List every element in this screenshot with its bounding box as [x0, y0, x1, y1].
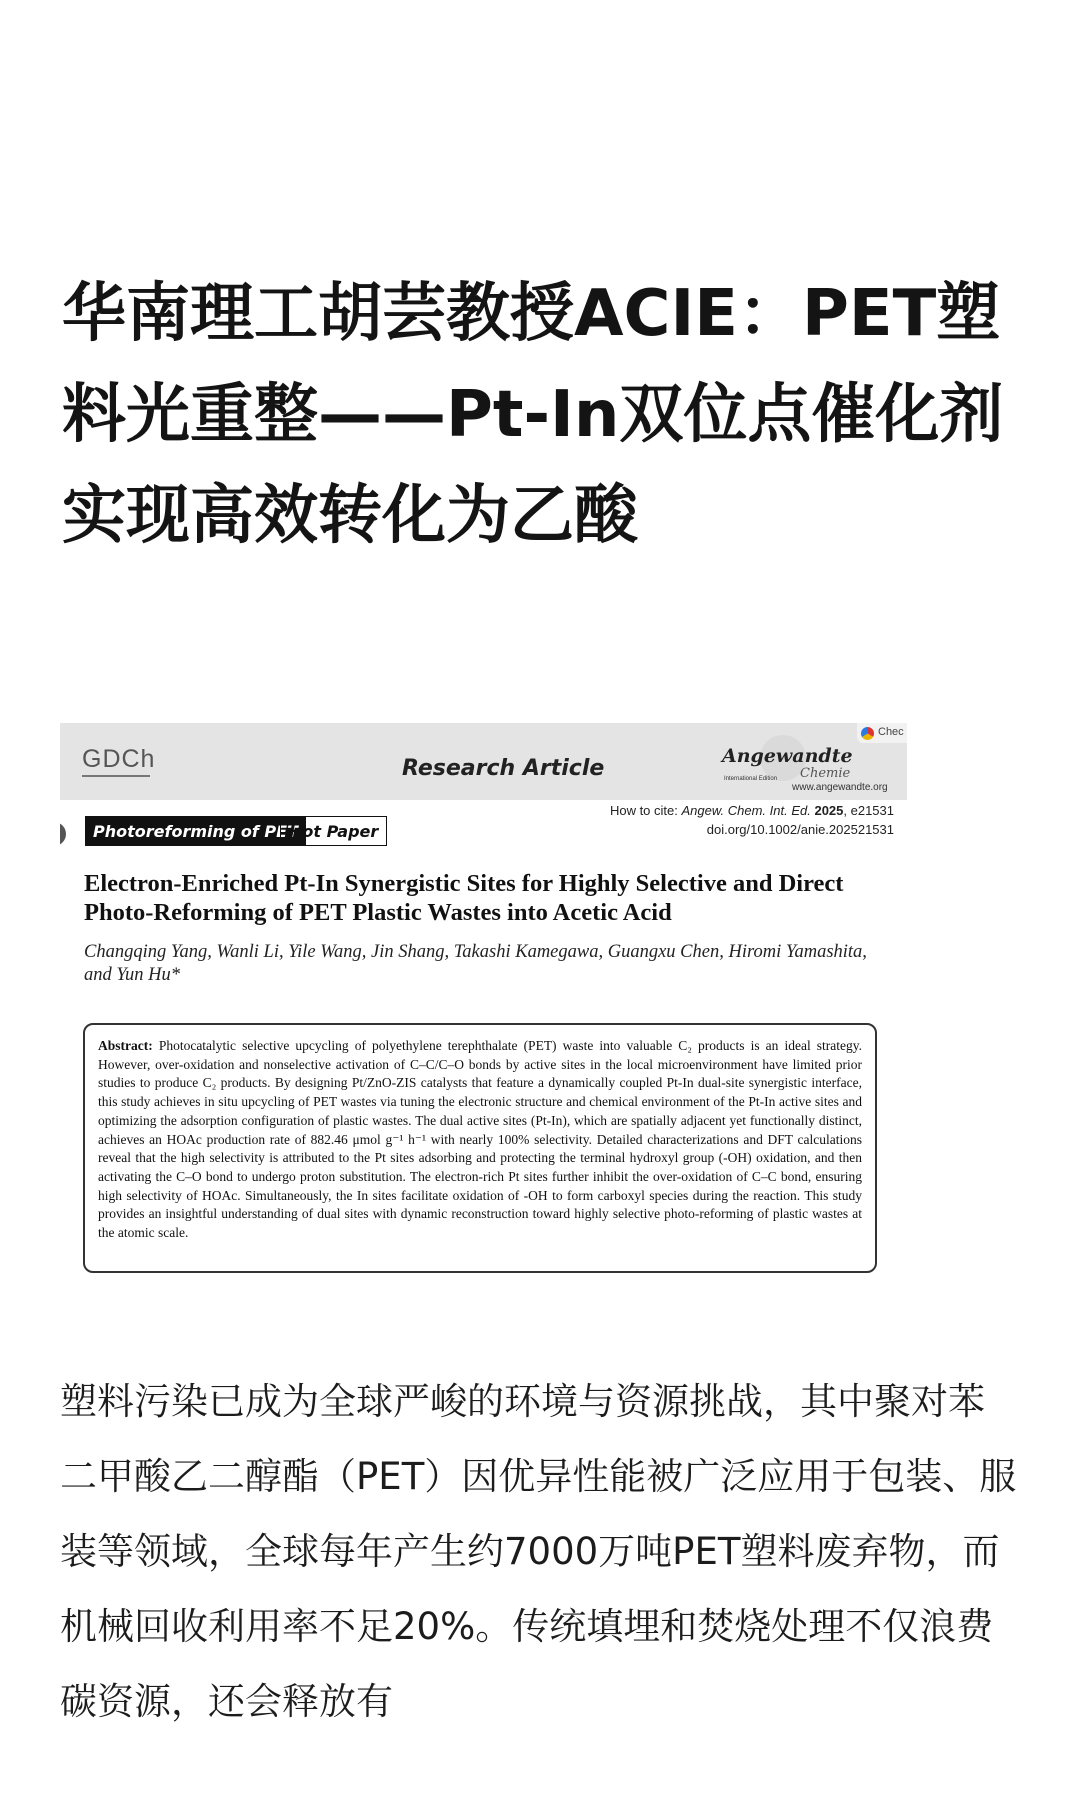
how-to-cite [414, 803, 894, 818]
abstract-label: Abstract: [98, 1038, 153, 1053]
check-updates-icon [861, 727, 874, 740]
journal-url: www.angewandte.org [792, 782, 888, 793]
cite-prefix: How to cite: [609, 803, 682, 818]
cite-journal: Angew. Chem. Int. Ed. [681, 803, 811, 818]
gdch-logo: GDCh [82, 745, 156, 773]
check-for-updates-badge [857, 723, 907, 743]
cite-article: , e21531 [843, 803, 894, 818]
journal-header-band [60, 723, 907, 800]
paper-screenshot [60, 723, 907, 1285]
journal-name: Angewandte [722, 745, 853, 767]
journal-edition: International Edition [724, 776, 778, 782]
section-tag: Photoreforming of PET [85, 816, 306, 846]
page-marker [60, 822, 66, 846]
article-type-label: Research Article [402, 756, 605, 781]
journal-subtitle: Chemie [800, 766, 851, 781]
check-updates-label: Chec [878, 726, 904, 738]
abstract-text: Photocatalytic selective upcycling of polyethylene terephthalate (PET) waste into valuable C₂ products is an ideal strategy. However, over-oxidation and nonselective activation of C–C/C–O bonds by active sites in the local microenvironment have limited prior studies to produce C₂ products. By designing Pt/ZnO-ZIS catalysts that feature a dynamically coupled Pt-In dual-site synergistic interface, this study achieves in situ upcycling of PET wastes via tuning the electronic structure and chemical environment of the Pt-In active sites and optimizing the adsorption configuration of plastic wastes. The dual active sites (Pt-In), which are spatially adjacent yet functionally distinct, achieves an HOAc production rate of 882.46 μmol g⁻¹ h⁻¹ with nearly 100% selectivity. Detailed characterizations and DFT calculations reveal that the high selectivity is attributed to the Pt sites adsorbing and protecting the terminal hydroxyl group (-OH) oxidation, and then activating the C–O bond to undergo proton substitution. The electron-rich Pt sites further inhibit the over-oxidation of C–C bond, ensuring high selectivity of HOAc. Simultaneously, the In sites facilitate oxidation of -OH to form carboxyl species during the reaction. This study provides an insightful understanding of dual sites with dynamic reconstruction toward highly selective photo-reforming of plastic wastes at the atomic scale. [98, 1038, 863, 1241]
gdch-logo-underline [82, 775, 150, 777]
article-title: 华南理工胡芸教授ACIE：PET塑料光重整——Pt-In双位点催化剂实现高效转化为乙酸 [62, 277, 1004, 553]
paper-title: Electron-Enriched Pt-In Synergistic Sites for Highly Selective and Direct Photo-Reforming of PET Plastic Wastes into Acetic Acid [84, 870, 844, 926]
abstract-box [83, 1023, 877, 1273]
cite-year: 2025 [814, 803, 844, 818]
article-body: 塑料污染已成为全球严峻的环境与资源挑战，其中聚对苯二甲酸乙二醇酯（PET）因优异性能被广泛应用于包装、服装等领域，全球每年产生约7000万吨PET塑料废弃物，而机械回收利用率不足20%。传统填埋和焚烧处理不仅浪费碳资源，还会释放有 [60, 1380, 1017, 1723]
paper-authors: Changqing Yang, Wanli Li, Yile Wang, Jin Shang, Takashi Kamegawa, Guangxu Chen, Hiromi Yamashita, and Yun Hu* [84, 942, 867, 985]
doi-link: doi.org/10.1002/anie.202521531 [706, 822, 894, 837]
hot-paper-tag: Hot Paper [280, 816, 387, 846]
